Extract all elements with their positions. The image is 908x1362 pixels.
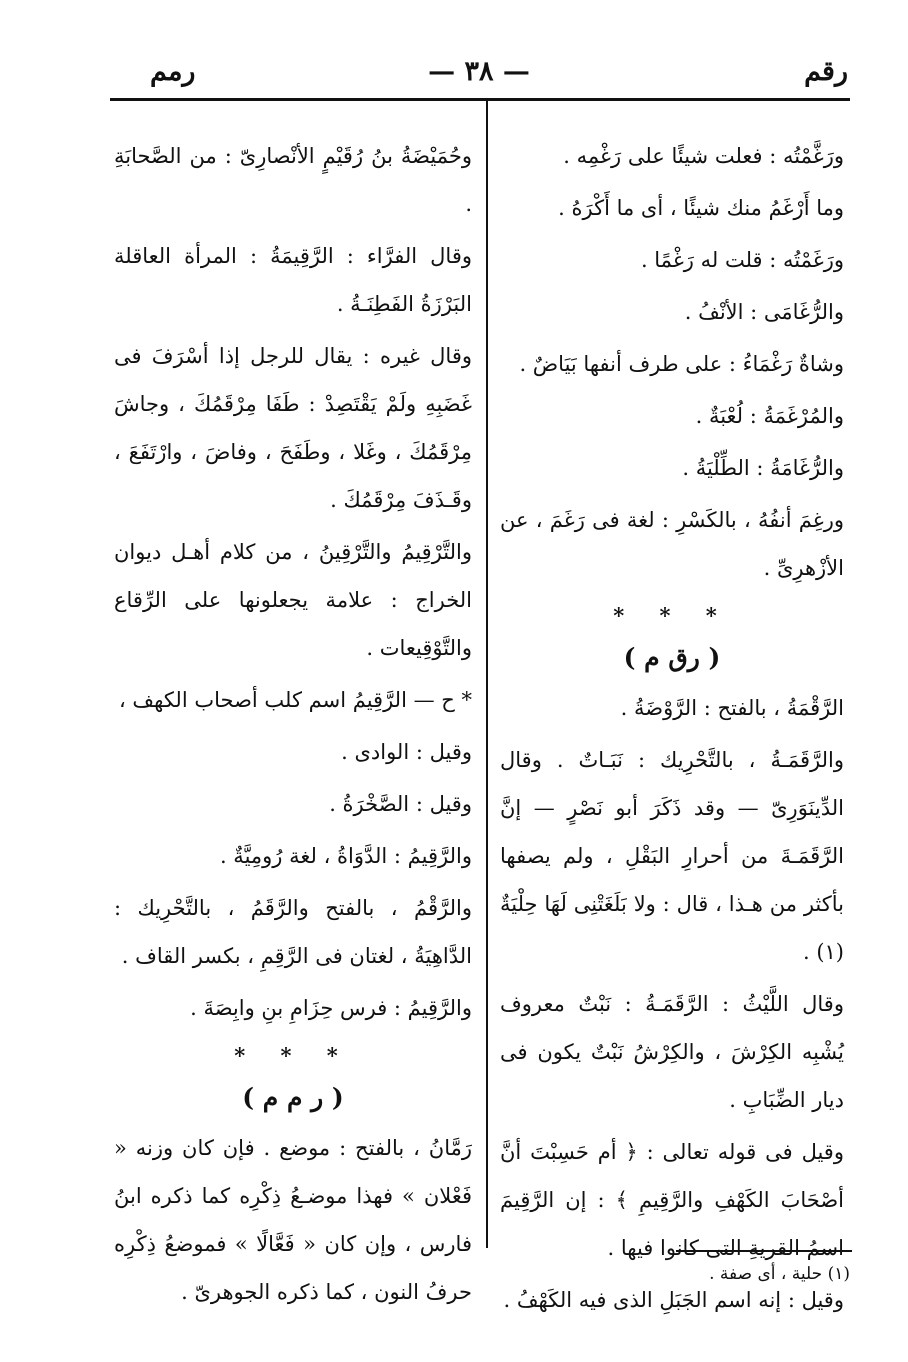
entry-paragraph: وقال الفرَّاء : الرَّقِيمَةُ : المرأة العاقلة البَرْزَةُ الفَطِنَـةُ . xyxy=(114,244,472,316)
entry-paragraph: والرَّقْمُ ، بالفتح والرَّقَمُ ، بالتَّحْرِيك : الدَّاهِيَةُ ، لغتان فى الرَّقِمِ ، بكسر القاف . xyxy=(114,896,472,968)
entry-paragraph: وقيل : الصَّخْرَةُ . xyxy=(329,792,472,816)
entry-paragraph: والرَّقَمَـةُ ، بالتَّحْرِيك : نَبَـاتٌ . وقال الدِّينَوَرِىّ — وقد ذَكَرَ أبو نَصْرٍ — إنَّ الرَّقَمَـةَ من أحرارِ البَقْلِ ، ولم يصفها بأكثر من هـذا ، قال : ولا بَلَغَتْنِى لَهَا حِلْيَةٌ (١) . xyxy=(500,748,844,964)
section-separator: * * * xyxy=(234,1043,352,1068)
entry-paragraph: والرُّغَامَى : الأنْفُ . xyxy=(684,300,844,324)
right-column xyxy=(500,132,844,1328)
page-number: — ٣٨ — xyxy=(428,56,530,87)
left-column xyxy=(114,132,472,1320)
entry-paragraph: وقال غيره : يقال للرجل إذا أسْرَفَ فى غَضَبِهِ ولَمْ يَقْتَصِدْ : طَفَا مِرْقَمُكَ ، وجاشَ مِرْقَمُكَ ، وغَلا ، وطَفَحَ ، وفاضَ ، وارْتَفَعَ ، وقَـذَفَ مِرْقَمُكَ . xyxy=(114,344,472,512)
header-rule xyxy=(110,98,850,101)
root-heading: ( رق م ) xyxy=(623,643,721,672)
entry-paragraph: وقيل فى قوله تعالى : ﴿ أم حَسِبْتَ أنَّ أصْحَابَ الكَهْفِ والرَّقِيمِ ﴾ : إن الرَّقِيمَ اسمُ القريةِ التى كانوا فيها . xyxy=(500,1140,844,1260)
entry-paragraph: وشاةٌ رَغْمَاءُ : على طرف أنفها بَيَاضٌ . xyxy=(519,352,844,376)
entry-paragraph: والتَّرْقِيمُ والتَّرْقِينُ ، من كلام أهـل ديوان الخراج : علامة يجعلونها على الرِّقاع والتَّوْقِيعات . xyxy=(114,540,472,660)
entry-paragraph: * ح — الرَّقِيمُ اسم كلب أصحاب الكهف ، xyxy=(118,688,472,712)
entry-paragraph: والرُّغَامَةُ : الطِّلْيَةُ . xyxy=(682,456,844,480)
column-divider xyxy=(486,100,488,1248)
entry-paragraph: ورَغَمْتُه : قلت له رَغْمًا . xyxy=(640,248,844,272)
entry-paragraph: والرَّقِيمُ : فرس حِزَامِ بنِ وابِصَةَ . xyxy=(190,996,472,1020)
entry-paragraph: وقيل : الوادى . xyxy=(341,740,472,764)
entry-paragraph: وما أَرْغَمُ منك شيئًا ، أى ما أَكْرَهُ . xyxy=(558,196,844,220)
entry-paragraph: والرَّقِيمُ : الدَّوَاةُ ، لغة رُومِيَّةٌ . xyxy=(219,844,472,868)
entry-paragraph: رَمَّانُ ، بالفتح : موضع . فإن كان وزنه « فَعْلان » فهذا موضـعُ ذِكْرِه كما ذكره ابنُ فارس ، وإن كان « فَعَّالًا » فموضعُ ذِكْرِه حرفُ النون ، كما ذكره الجوهرىّ . xyxy=(114,1136,472,1304)
entry-paragraph: الرَّقْمَةُ ، بالفتح : الرَّوْضَةُ . xyxy=(620,696,844,720)
entry-paragraph: وحُمَيْضَةُ بنُ رُقَيْمٍ الأنْصارِىّ : من الصَّحابَةِ . xyxy=(114,144,472,216)
entry-paragraph: وقيل : إنه اسم الجَبَلِ الذى فيه الكَهْفُ . xyxy=(503,1288,844,1312)
footnote-rule xyxy=(676,1250,852,1252)
page-header xyxy=(110,52,848,92)
root-heading: ( ر م م ) xyxy=(242,1083,344,1112)
section-separator: * * * xyxy=(613,603,731,628)
entry-paragraph: والمُرْغَمَةُ : لُعْبَةٌ . xyxy=(695,404,844,428)
header-root-left: رمم xyxy=(150,56,196,87)
header-root-right: رقم xyxy=(804,56,848,87)
entry-paragraph: وقال اللَّيْثُ : الرَّقَمَـةُ : نَبْتٌ معروف يُشْبِه الكِرْشَ ، والكِرْشُ نَبْتٌ يكون فى ديار الضِّبَابِ . xyxy=(500,992,844,1112)
entry-paragraph: ورغِمَ أنفُهُ ، بالكَسْرِ : لغة فى رَغَمَ ، عن الأزْهرِىِّ . xyxy=(500,508,844,580)
entry-paragraph: ورَغَّمْتُه : فعلت شيئًا على رَغْمِه . xyxy=(563,144,844,168)
footnote: (١) حلية ، أى صفة . xyxy=(709,1264,850,1284)
